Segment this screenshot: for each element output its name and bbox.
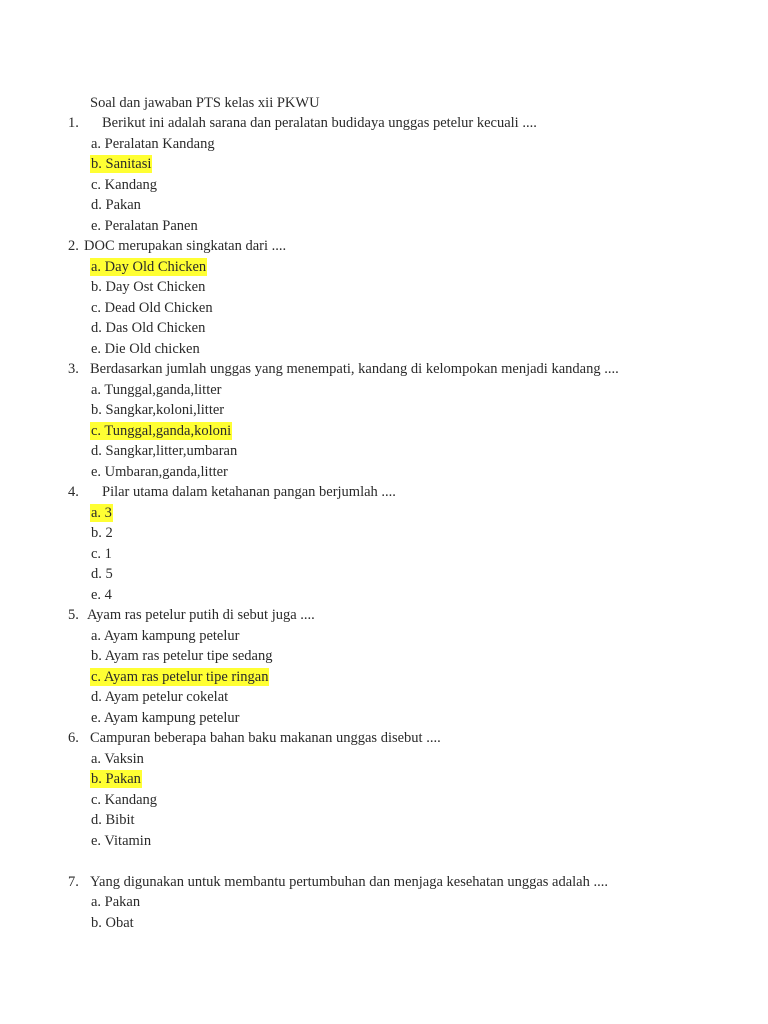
question-1 <box>0 113 768 236</box>
question-text: Ayam ras petelur putih di sebut juga .... <box>87 607 315 623</box>
answer-option: e. Ayam kampung petelur <box>91 709 240 726</box>
question-stem <box>0 359 768 380</box>
question-number: 5. <box>68 607 79 623</box>
blank-line <box>0 851 768 872</box>
question-text: Berikut ini adalah sarana dan peralatan budidaya unggas petelur kecuali .... <box>102 115 537 131</box>
answer-option-correct: b. Pakan <box>91 771 141 787</box>
answer-option: e. Umbaran,ganda,litter <box>91 463 228 480</box>
question-stem <box>0 605 768 626</box>
answer-option: e. 4 <box>91 586 112 603</box>
question-number: 7. <box>68 873 79 890</box>
answer-option: d. Sangkar,litter,umbaran <box>91 443 238 459</box>
question-text: Pilar utama dalam ketahanan pangan berjumlah .... <box>102 484 396 500</box>
question-stem <box>0 236 768 257</box>
answer-option-correct: c. Ayam ras petelur tipe ringan <box>91 668 269 685</box>
question-stem <box>0 872 768 893</box>
answer-option: e. Vitamin <box>91 832 152 849</box>
answer-option: c. Dead Old Chicken <box>91 299 213 316</box>
answer-option: e. Die Old chicken <box>91 340 200 357</box>
answer-option: d. Pakan <box>91 197 141 213</box>
answer-option: a. Pakan <box>91 894 141 910</box>
answer-option: a. Ayam kampung petelur <box>91 627 240 644</box>
question-number: 4. <box>68 484 79 500</box>
question-4 <box>0 482 768 605</box>
answer-option: a. Vaksin <box>91 750 144 767</box>
question-3 <box>0 359 768 482</box>
question-number: 6. <box>68 730 79 746</box>
answer-option-correct: a. 3 <box>91 504 112 521</box>
question-text: DOC merupakan singkatan dari .... <box>84 238 287 254</box>
answer-option: c. Kandang <box>91 176 158 193</box>
answer-option: d. Ayam petelur cokelat <box>91 689 229 705</box>
question-stem <box>0 728 768 749</box>
answer-option-correct: b. Sanitasi <box>91 156 152 172</box>
answer-option: d. 5 <box>91 566 113 582</box>
answer-option: c. 1 <box>91 545 112 562</box>
answer-option: d. Das Old Chicken <box>91 320 206 336</box>
question-5 <box>0 605 768 728</box>
question-list <box>0 113 768 933</box>
question-text: Yang digunakan untuk membantu pertumbuhan dan menjaga kesehatan unggas adalah .... <box>90 873 608 890</box>
answer-option: b. Obat <box>91 914 134 931</box>
question-stem <box>0 482 768 503</box>
question-stem <box>0 113 768 134</box>
question-text: Campuran beberapa bahan baku makanan unggas disebut .... <box>90 730 441 746</box>
answer-option: c. Kandang <box>91 791 158 808</box>
answer-option: d. Bibit <box>91 812 135 828</box>
question-2 <box>0 236 768 359</box>
answer-option: b. Day Ost Chicken <box>91 279 206 295</box>
answer-option-correct: a. Day Old Chicken <box>91 258 207 275</box>
answer-option: e. Peralatan Panen <box>91 217 198 234</box>
question-7 <box>0 872 768 934</box>
answer-option: b. Ayam ras petelur tipe sedang <box>91 648 273 664</box>
answer-option: b. Sangkar,koloni,litter <box>91 402 225 418</box>
answer-option: a. Peralatan Kandang <box>91 135 215 152</box>
question-number: 3. <box>68 361 79 377</box>
answer-option-correct: c. Tunggal,ganda,koloni <box>91 422 232 439</box>
document-title: Soal dan jawaban PTS kelas xii PKWU <box>90 95 320 111</box>
question-6 <box>0 728 768 851</box>
answer-option: b. 2 <box>91 525 113 541</box>
question-text: Berdasarkan jumlah unggas yang menempati, kandang di kelompokan menjadi kandang .... <box>90 361 619 377</box>
question-number: 1. <box>68 115 79 131</box>
question-number: 2. <box>68 238 79 254</box>
answer-option: a. Tunggal,ganda,litter <box>91 381 222 398</box>
